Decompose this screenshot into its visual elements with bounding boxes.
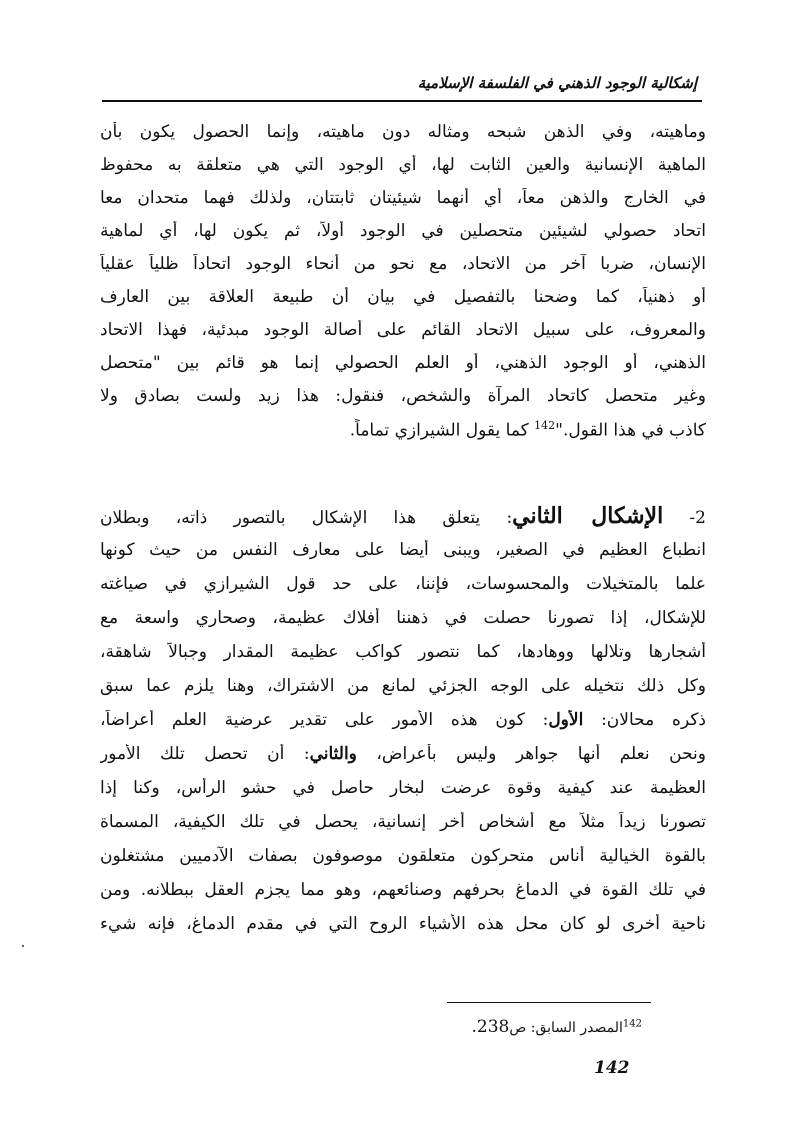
footnote-text: المصدر السابق: ص: [509, 1020, 623, 1036]
text-line: [100, 744, 706, 764]
scan-speck: [22, 945, 24, 947]
text-line: الذهني، أو الوجود الذهني، أو العلم الحصولي إنما هو قائم بين "متحصل: [100, 353, 706, 373]
text-line: [100, 710, 706, 730]
text-line: أو ذهنياً، كما وضحنا بالتفصيل في بيان أن طبيعة العلاقة بين العارف: [100, 287, 706, 307]
text-line: في الخارج والذهن معاً، أي أنهما شيئيتان ثابتتان، ولذلك فهما متحدان معا: [100, 188, 706, 208]
text-line: العظيمة عند كيفية وقوة عرضت لبخار حاصل في حشو الرأس، وكنا إذا: [100, 778, 706, 798]
bold-term: الأول: [548, 710, 584, 730]
running-header: إشكالية الوجود الذهني في الفلسفة الإسلامية: [417, 74, 697, 92]
text-line: في تلك القوة في الدماغ بحرفهم وصنائعهم، وهو مما يجزم العقل ببطلانه. ومن: [100, 880, 706, 900]
text-line: أشجارها وتلالها ووهادها، كما نتصور كواكب عظيمة المقدار وجبالاً شاهقة،: [100, 642, 706, 662]
text-line: علما بالمتخيلات والمحسوسات، فإننا، على حد قول الشيرازي في صياغته: [100, 574, 706, 594]
line-text: كاذب في هذا القول.": [555, 420, 706, 441]
line-text: ذكره محالان:: [583, 710, 706, 730]
footnote: [472, 1017, 642, 1037]
line-text: : كون هذه الأمور على تقدير عرضية العلم أعراضاً،: [100, 710, 549, 730]
text-line: الماهية الإنسانية والعين الثابت لها، أي الوجود التي هي متعلقة به محفوظ: [100, 155, 706, 175]
text-line: للإشكال، إذا تصورنا حصلت في ذهننا أفلاك عظيمة، وصحاري واسعة مع: [100, 608, 706, 628]
text-line: [100, 503, 706, 529]
line-text: كما يقول الشيرازي تماماً.: [349, 420, 535, 441]
text-line: بالقوة الخيالية أناس متحركون متعلقون موصوفون بصفات الآدميين مشتغلون: [100, 846, 706, 866]
footnote-page: 238.: [471, 1017, 510, 1037]
item-number: 2-: [663, 508, 706, 528]
text-line: الإنسان، ضربا آخر من الاتحاد، مع نحو من أنحاء الوجود اتحاداً ظلياً عقلياً: [100, 254, 706, 274]
section-heading: الإشكال الثاني: [512, 503, 664, 529]
text-line: انطباع العظيم في الصغير، ويبنى أيضا على معارف النفس من حيث كونها: [100, 540, 706, 560]
text-line: اتحاد حصولي لشيئين متحصلين في الوجود أولاً، ثم يكون لها، أي لماهية: [100, 221, 706, 241]
page-number: 142: [594, 1058, 630, 1078]
text-line: [100, 419, 706, 441]
line-text: : يتعلق هذا الإشكال بالتصور ذاته، وبطلان: [100, 508, 513, 528]
text-line: وغير متحصل كاتحاد المرآة والشخص، فنقول: هذا زيد ولست بصادق ولا: [100, 386, 706, 406]
line-text: : أن تحصل تلك الأمور: [100, 744, 310, 764]
text-line: وكل ذلك نتخيله على الوجه الجزئي لمانع من الاشتراك، وهنا يلزم عما سبق: [100, 676, 706, 696]
text-line: والمعروف، على سبيل الاتحاد القائم على أصالة الوجود مبدئية، فهذا الاتحاد: [100, 320, 706, 340]
bold-term: والثاني: [309, 744, 357, 764]
text-line: ناحية أخرى لو كان محل هذه الأشياء الروح التي في مقدم الدماغ، فإنه شيء: [100, 914, 706, 934]
text-line: تصورنا زيداً مثلاً مع أشخاص أخر إنسانية، يحصل في تلك الكيفية، المسماة: [100, 812, 706, 832]
footnote-ref: 142: [534, 419, 556, 432]
footnote-rule: [447, 1002, 651, 1003]
footnote-number: 142: [622, 1018, 642, 1030]
text-line: وماهيته، وفي الذهن شبحه ومثاله دون ماهيته، وإنما الحصول يكون بأن: [100, 122, 706, 142]
line-text: ونحن نعلم أنها جواهر وليس بأعراض،: [356, 744, 706, 764]
header-rule: [102, 100, 702, 102]
